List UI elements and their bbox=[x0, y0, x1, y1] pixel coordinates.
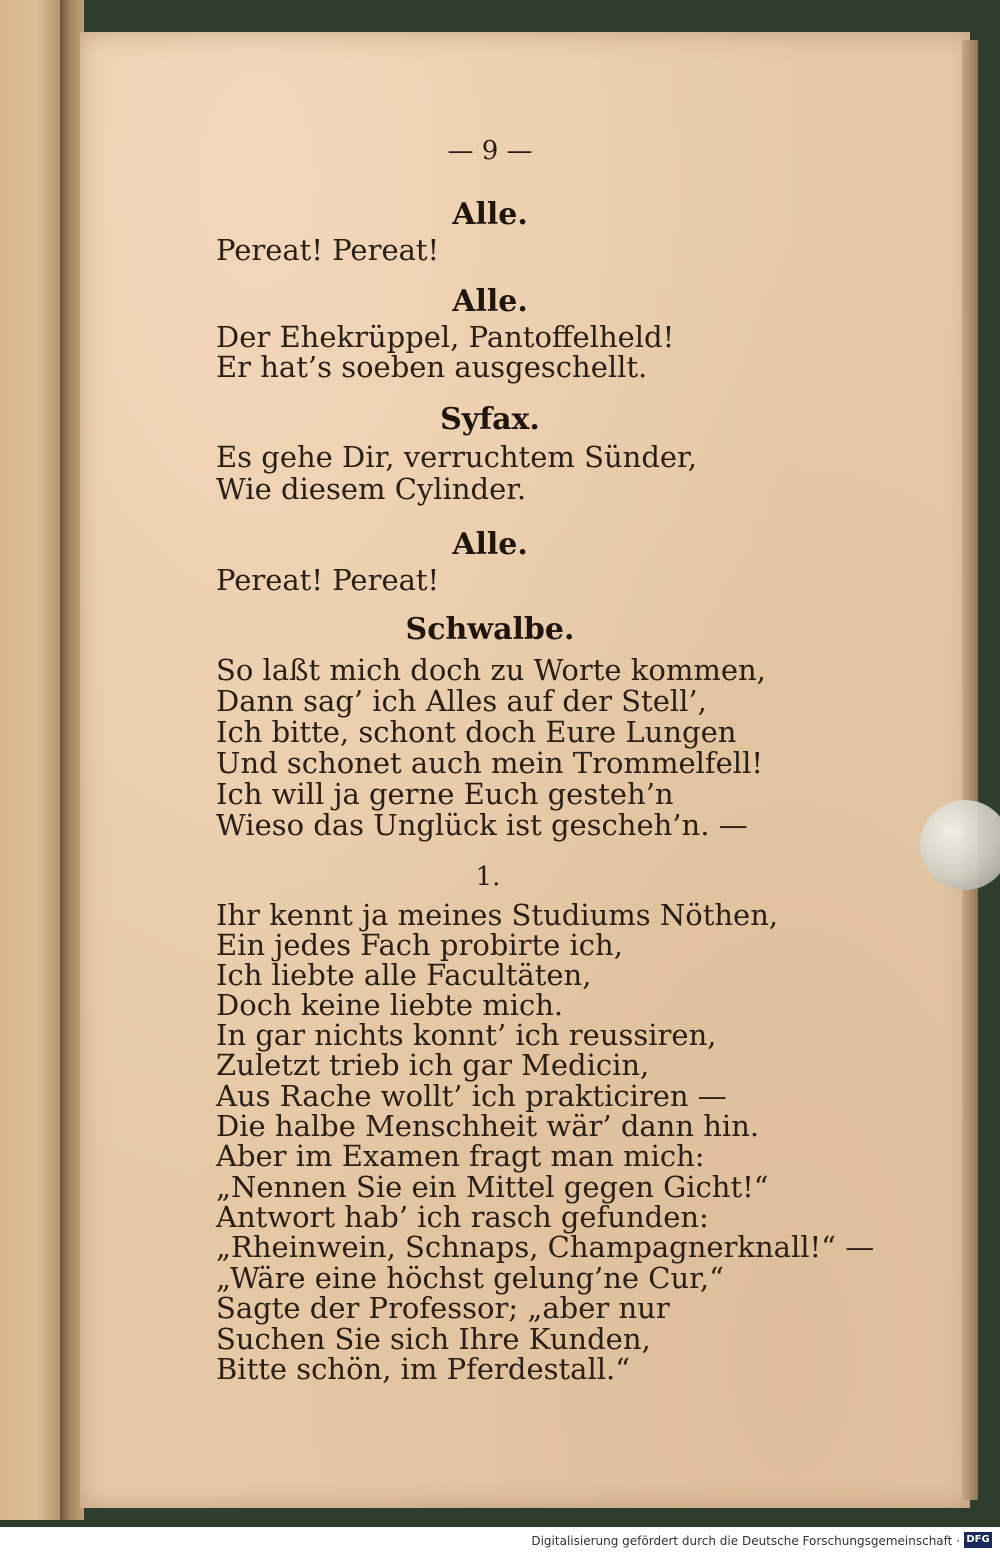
verse-line: So laßt mich doch zu Worte kommen, bbox=[216, 653, 766, 687]
verse-line: Pereat! Pereat! bbox=[216, 563, 440, 597]
speaker-heading: Alle. bbox=[452, 197, 528, 232]
stanza-line: Antwort hab’ ich rasch gefunden: bbox=[216, 1200, 709, 1234]
verse-line: Pereat! Pereat! bbox=[216, 233, 440, 267]
stanza-number: 1. bbox=[475, 862, 501, 892]
facing-page-edge bbox=[0, 0, 60, 1520]
stanza-line: Ein jedes Fach probirte ich, bbox=[216, 928, 623, 962]
stanza-line: „Rheinwein, Schnaps, Champagnerknall!“ — bbox=[216, 1230, 875, 1264]
speaker-heading: Syfax. bbox=[440, 402, 540, 437]
stanza-line: Aber im Examen fragt man mich: bbox=[216, 1139, 705, 1173]
stanza-line: Doch keine liebte mich. bbox=[216, 988, 564, 1022]
stanza-line: In gar nichts konnt’ ich reussiren, bbox=[216, 1018, 717, 1052]
verse-line: Wie diesem Cylinder. bbox=[216, 472, 527, 506]
stanza-line: Suchen Sie sich Ihre Kunden, bbox=[216, 1322, 651, 1356]
stanza-line: Die halbe Menschheit wär’ dann hin. bbox=[216, 1109, 760, 1143]
page-clip bbox=[920, 800, 1000, 890]
stanza-line: Aus Rache wollt’ ich prakticiren — bbox=[216, 1079, 727, 1113]
verse-line: Der Ehekrüppel, Pantoffelheld! bbox=[216, 320, 675, 354]
stanza-line: „Nennen Sie ein Mittel gegen Gicht!“ bbox=[216, 1170, 769, 1204]
verse-line: Es gehe Dir, verruchtem Sünder, bbox=[216, 440, 697, 474]
verse-line: Ich bitte, schont doch Eure Lungen bbox=[216, 715, 737, 749]
stanza-line: Zuletzt trieb ich gar Medicin, bbox=[216, 1048, 650, 1082]
verse-line: Und schonet auch mein Trommelfell! bbox=[216, 746, 764, 780]
stanza-line: Sagte der Professor; „aber nur bbox=[216, 1291, 670, 1325]
stanza-line: Bitte schön, im Pferdestall.“ bbox=[216, 1352, 631, 1386]
speaker-heading: Alle. bbox=[452, 527, 528, 562]
verse-line: Ich will ja gerne Euch gesteh’n bbox=[216, 777, 674, 811]
stanza-line: Ich liebte alle Facultäten, bbox=[216, 958, 592, 992]
speaker-heading: Alle. bbox=[452, 284, 528, 319]
stanza-line: „Wäre eine höchst gelung’ne Cur,“ bbox=[216, 1261, 724, 1295]
page-number: — 9 — bbox=[447, 136, 533, 166]
speaker-heading: Schwalbe. bbox=[405, 612, 575, 647]
dfg-logo: DFG bbox=[964, 1532, 992, 1548]
verse-line: Er hat’s soeben ausgeschellt. bbox=[216, 350, 648, 384]
page-fore-edge bbox=[962, 40, 978, 1500]
digitization-credit: Digitalisierung gefördert durch die Deutsche Forschungsgemeinschaft · bbox=[531, 1534, 960, 1548]
verse-line: Dann sag’ ich Alles auf der Stell’, bbox=[216, 684, 707, 718]
stanza-line: Ihr kennt ja meines Studiums Nöthen, bbox=[216, 898, 779, 932]
verse-line: Wieso das Unglück ist gescheh’n. — bbox=[216, 808, 748, 842]
